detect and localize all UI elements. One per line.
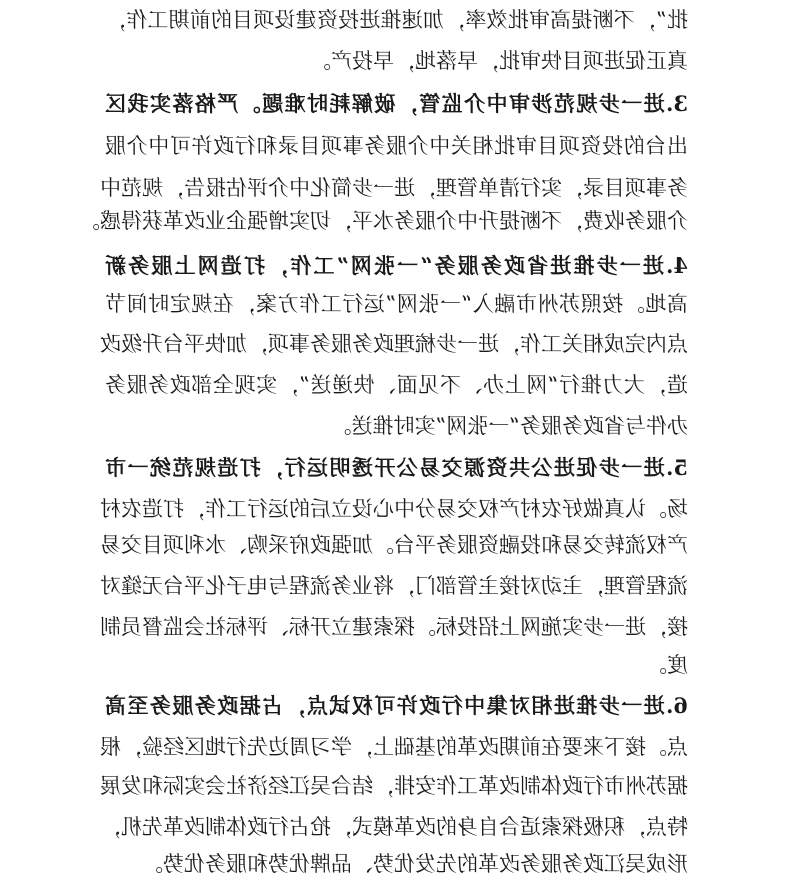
- text-line: 产权流转交易和投融资服务平台。加强政府采购、水利项目交易: [100, 533, 688, 557]
- text-line: 度。: [646, 653, 688, 677]
- text-line: 真正促进项目快审批，早落地，早投产。: [310, 49, 688, 73]
- text-line: 流程管理，主动对接主管部门，将业务流程与电子化平台无缝对: [100, 574, 688, 598]
- section-heading-3: 3.进一步规范涉审中介监管，破解耗时难题。严格落实我区: [105, 91, 688, 116]
- text-line: 办件与省政务服务“一张网”实时推送。: [330, 414, 688, 438]
- text-line: 据苏州市行政体制改革工作安排，结合吴江经济社会实际和发展: [100, 774, 688, 798]
- text-line: 务事项目录，实行清单管理，进一步简化中介评估报告，规范中: [100, 176, 688, 200]
- text-line: 介服务收费，不断提升中介服务水平，切实增强企业改革获得感。: [79, 209, 688, 233]
- section-heading-4: 4.进一步推进省政务服务“一张网”工作，打造网上服务新: [105, 253, 688, 278]
- text-line: 高地。按照苏州市融入“一张网”运行工作方案，在规定时间节: [105, 292, 688, 316]
- text-line: 点内完成相关工作，进一步梳理政务服务事项，加快平台升级改: [100, 332, 688, 356]
- text-line: 造，大力推行“网上办、不见面、快递送”，实现全部政务服务: [105, 373, 688, 397]
- text-line: 形成吴江政务服务改革的先发优势、品牌优势和服务优势。: [142, 852, 688, 876]
- text-line: 批”，不断提高审批效率，加速推进投资建设项目的前期工作，: [105, 8, 688, 32]
- text-line: 特点，积极探索适合自身的改革模式，抢占行政体制改革先机，: [100, 815, 688, 839]
- section-heading-6: 6.进一步推进相对集中行政许可权试点，占据政务服务至高: [105, 693, 688, 718]
- section-heading-5: 5.进一步促进公共资源交易公开透明运行，打造规范统一市: [105, 455, 688, 480]
- text-line: 场。认真做好农村产权交易分中心设立后的运行工作，打造农村: [100, 497, 688, 521]
- text-line: 接，进一步实施网上招投标。探索建立开标、评标社会监督员制: [100, 615, 688, 639]
- text-line: 点。接下来要在前期改革的基础上，学习周边先行地区经验，根: [100, 735, 688, 759]
- text-line: 出台的投资项目审批相关中介服务事项目录和行政许可中介服: [105, 134, 688, 158]
